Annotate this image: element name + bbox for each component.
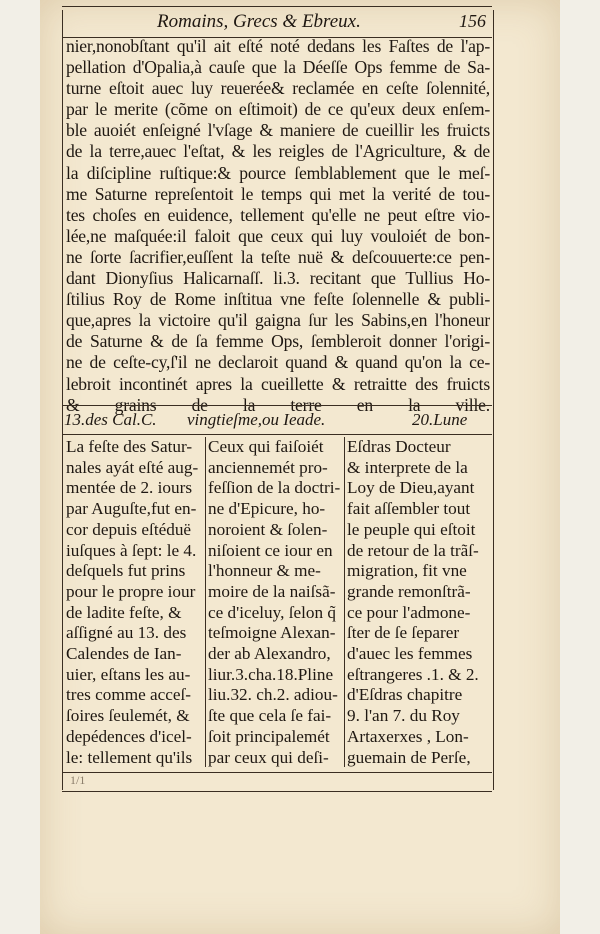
column-line: par ceux qui deſi-	[208, 747, 329, 767]
calendar-band	[62, 405, 492, 435]
page-number: 156	[459, 11, 486, 31]
column-line: moire de la naiſsã-	[208, 581, 336, 601]
column-line: fait aſſembler tout	[347, 499, 471, 519]
paragraph-line: ſtilius Roy de Rome inſtitua vne feſte ſolennelle & publi-	[66, 289, 490, 310]
column-line: aſſigné au 13. des	[66, 623, 187, 643]
column-line: d'auec les femmes	[347, 644, 473, 664]
paragraph-line: dant Dionyſius Halicarnaſſ. li.3. recitant que Tullius Ho-	[66, 268, 490, 289]
paragraph-line: turne eſtoit auec luy reuerée& reclamée en ceſte ſolennité,	[66, 78, 490, 99]
column-line: liur.3.cha.18.Pline	[208, 664, 334, 684]
column-epicurus	[208, 437, 342, 768]
column-line: cor depuis eſtéduë	[66, 519, 192, 539]
header-title: Romains, Grecs & Ebreux.	[157, 11, 361, 32]
paragraph-line: ne ſorte ſacrifier,euſſent la teſte nuë & deſcouuerte:ce pen-	[66, 246, 490, 267]
column-divider	[205, 437, 206, 767]
column-line: feſſion de la doctri-	[208, 478, 341, 498]
paragraph-line: lebroit incontinét apres la cueillette & retraitte des fruicts	[66, 373, 490, 394]
band-moon: 20.Lune	[412, 410, 468, 429]
paragraph-line: nier,nonobſtant qu'il ait eſté noté dedans les Faſtes de l'ap-	[66, 36, 490, 56]
paragraph-line: ne de ceſte-cy,ſ'il ne declaroit quand & quand qu'on la ce-	[66, 352, 490, 373]
paragraph-line: par le merite (cõme on eſtimoit) de ce qu'eux deux enſem-	[66, 99, 490, 120]
column-saturnalia	[66, 437, 204, 768]
column-line: liu.32. ch.2. adiou-	[208, 685, 338, 705]
column-line: teſmoigne Alexan-	[208, 623, 336, 643]
running-header	[62, 6, 492, 38]
column-line: grande remonſtrã-	[347, 581, 471, 601]
column-line: par Auguſte,fut en-	[66, 499, 197, 519]
column-line: Artaxerxes , Lon-	[347, 726, 469, 746]
paragraph-line: lée,ne maſquée:il faloit que ceux qui luy vouloiét de bon-	[66, 225, 490, 246]
footer-mark: 1/1	[70, 773, 86, 787]
paragraph-line: de la terre,auec l'eſtat, & les reigles de l'Agriculture, & de	[66, 141, 490, 162]
column-line: La feſte des Satur-	[66, 437, 193, 456]
column-line: noroient & ſolen-	[208, 519, 328, 539]
column-line: ſte que cela ſe fai-	[208, 706, 332, 726]
paragraph-line: de Saturne & de ſa femme Ops, ſembleroit donner l'origi-	[66, 331, 490, 352]
column-line: le peuple qui eſtoit	[347, 519, 476, 539]
column-line: pour le propre iour	[66, 581, 196, 601]
column-line: nales ayát eſté aug-	[66, 457, 199, 477]
column-line: ce d'iceluy, ſelon q̃	[208, 602, 336, 622]
column-line: ſoit principalemét	[208, 726, 330, 746]
column-line: der ab Alexandro,	[208, 644, 331, 664]
column-line: ce pour l'admone-	[347, 602, 471, 622]
column-line: & interprete de la	[347, 457, 468, 477]
column-line: Calendes de Ian-	[66, 644, 182, 664]
column-line: tres comme acceſ-	[66, 685, 192, 705]
main-paragraph	[66, 36, 490, 416]
column-line: guemain de Perſe,	[347, 747, 471, 767]
column-line: migration, fit vne	[347, 561, 467, 581]
column-line: d'Eſdras chapitre	[347, 685, 463, 705]
column-line: 9. l'an 7. du Roy	[347, 706, 460, 726]
paragraph-line: pellation d'Opalia,à cauſe que la Déeſſe Ops femme de Sa-	[66, 57, 490, 78]
band-hebrew-date: vingtieſme,ou Ieade.	[187, 410, 326, 429]
column-line: ne d'Epicure, ho-	[208, 499, 326, 519]
paragraph-line: me Saturne repreſentoit le temps qui met la verité de tou-	[66, 183, 490, 204]
column-line: ſter de ſe ſeparer	[347, 623, 460, 643]
column-line: Ceux qui faiſoiét	[208, 437, 324, 456]
column-line: mentée de 2. iours	[66, 478, 193, 498]
footer-rule	[62, 772, 492, 792]
column-line: l'honneur & me-	[208, 561, 321, 581]
column-line: niſoient ce iour en	[208, 540, 333, 560]
column-line: uier, eſtans les au-	[66, 664, 191, 684]
column-line: de retour de la trãſ-	[347, 540, 479, 560]
column-line: Eſdras Docteur	[347, 437, 451, 456]
column-divider	[344, 437, 345, 767]
paragraph-line: & grains de la terre en la ville.	[66, 394, 490, 415]
column-line: le: tellement qu'ils	[66, 747, 193, 767]
column-line: iuſques à ſept: le 4.	[66, 540, 197, 560]
column-line: Loy de Dieu,ayant	[347, 478, 475, 498]
paragraph-line: la diſcipline ruſtique:& pource ſemblablement que le meſ-	[66, 162, 490, 183]
paragraph-line: tes choſes en euidence, tellement qu'elle ne peut eſtre vio-	[66, 204, 490, 225]
column-line: deſquels fut prins	[66, 561, 186, 581]
column-line: de ladite feſte, &	[66, 602, 182, 622]
paragraph-line: que,apres la victoire qu'il gaigna ſur les Sabins,en l'honeur	[66, 310, 490, 331]
column-line: depédences d'icel-	[66, 726, 192, 746]
paragraph-line: ble auoiét enſeigné l'vſage & maniere de cueillir les fruicts	[66, 120, 490, 141]
column-line: ſoires ſeulemét, &	[66, 706, 190, 726]
column-line: anciennemét pro-	[208, 457, 328, 477]
column-esdras	[347, 437, 490, 768]
band-calendar-date: 13.des Cal.C.	[64, 410, 157, 429]
column-line: eſtrangeres .1. & 2.	[347, 664, 479, 684]
